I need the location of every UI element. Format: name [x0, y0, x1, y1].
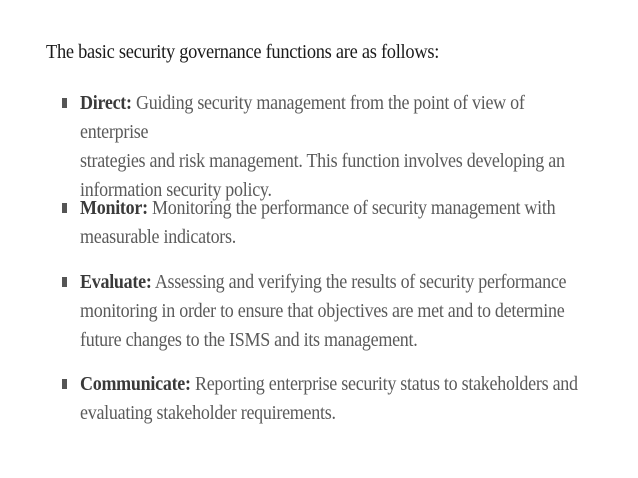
list-item-evaluate [80, 268, 638, 355]
item-text-line: Assessing and verifying the results of security performance [154, 271, 567, 293]
bullet-icon [62, 379, 67, 389]
item-term: Direct: [80, 92, 132, 114]
bullet-icon [62, 203, 67, 213]
item-text-line: measurable indicators. [80, 226, 237, 248]
item-text-line: monitoring in order to ensure that objectives are met and to determine [80, 300, 565, 322]
intro-text: The basic security governance functions are as follows: [46, 41, 440, 63]
item-text-line: future changes to the ISMS and its management. [80, 329, 418, 351]
item-text-line: Reporting enterprise security status to stakeholders and [194, 373, 578, 395]
item-text-line: information security policy. [80, 179, 272, 201]
list-item-communicate [80, 370, 638, 428]
bullet-icon [62, 98, 67, 108]
list-item-monitor [80, 194, 638, 252]
item-text-line: evaluating stakeholder requirements. [80, 402, 336, 424]
item-term: Monitor: [80, 197, 148, 219]
item-text-line: Guiding security management from the point of view of enterprise [80, 92, 525, 143]
item-term: Evaluate: [80, 271, 152, 293]
bullet-icon [62, 277, 67, 287]
item-text-line: Monitoring the performance of security management with [152, 197, 556, 219]
list-item-direct [80, 89, 638, 205]
item-term: Communicate: [80, 373, 191, 395]
item-text-line: strategies and risk management. This function involves developing an [80, 150, 565, 172]
